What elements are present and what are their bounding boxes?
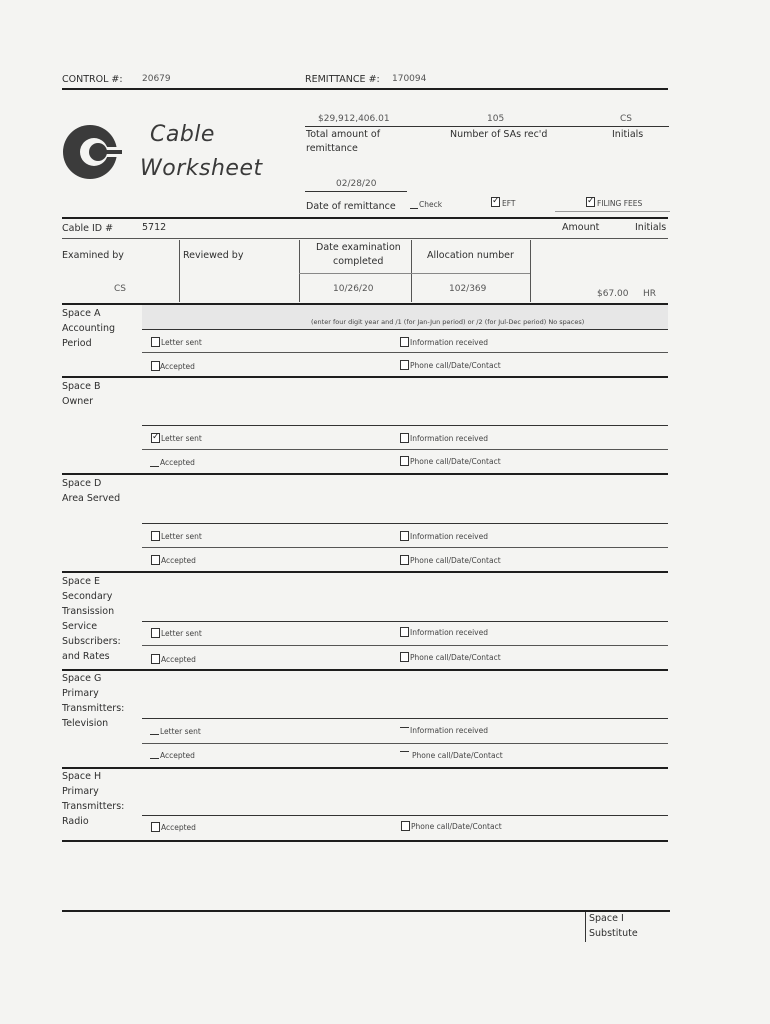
control-number: 20679 bbox=[142, 74, 171, 84]
initials-value: HR bbox=[643, 289, 657, 299]
space-e-letter-sent-label: Letter sent bbox=[161, 629, 202, 638]
remittance-rule bbox=[305, 126, 669, 127]
space-h-title-3: Transmitters: bbox=[62, 801, 125, 812]
space-e-info-received-label: Information received bbox=[410, 628, 488, 637]
info-divider-3 bbox=[411, 240, 412, 302]
space-b-bottom-rule bbox=[62, 473, 668, 475]
filing-fees-checkbox[interactable]: ✓ bbox=[587, 196, 595, 206]
space-h-phone-checkbox[interactable] bbox=[401, 821, 410, 831]
info-divider-2 bbox=[299, 240, 300, 302]
space-b-title: Space B bbox=[62, 381, 101, 392]
space-i-divider bbox=[585, 912, 586, 942]
space-a-title-3: Period bbox=[62, 338, 92, 349]
space-a-info-received-label: Information received bbox=[410, 338, 488, 347]
info-inner-rule bbox=[299, 273, 530, 274]
space-g-info-received-blank bbox=[400, 727, 409, 728]
space-d-rule-2 bbox=[142, 547, 668, 548]
space-d-accepted-checkbox[interactable] bbox=[151, 555, 160, 565]
space-g-accepted-blank bbox=[150, 758, 159, 759]
examined-by-value: CS bbox=[114, 284, 126, 294]
space-g-info-received-label: Information received bbox=[410, 726, 488, 735]
date-of-remittance-label: Date of remittance bbox=[306, 201, 396, 212]
amount-value: $67.00 bbox=[597, 289, 629, 299]
space-g-letter-sent-label: Letter sent bbox=[160, 727, 201, 736]
space-b-phone-label: Phone call/Date/Contact bbox=[410, 457, 501, 466]
space-d-letter-sent-label: Letter sent bbox=[161, 532, 202, 541]
filing-rule bbox=[555, 211, 670, 212]
space-i-title: Space I bbox=[589, 913, 624, 924]
space-e-letter-sent-checkbox[interactable] bbox=[151, 628, 160, 638]
header-rule bbox=[62, 88, 668, 90]
space-g-letter-sent-blank bbox=[150, 734, 159, 735]
space-b-letter-sent-checkbox[interactable]: ✓ bbox=[152, 432, 160, 442]
space-g-title-4: Television bbox=[62, 718, 109, 729]
space-g-rule-2 bbox=[142, 743, 668, 744]
remittance-amount: $29,912,406.01 bbox=[318, 114, 390, 124]
space-e-title-4: Service bbox=[62, 621, 98, 632]
space-h-bottom-rule bbox=[62, 840, 668, 842]
date-exam-value: 10/26/20 bbox=[333, 284, 374, 294]
space-i-title-2: Substitute bbox=[589, 928, 638, 939]
space-e-accepted-label: Accepted bbox=[161, 655, 196, 664]
space-g-rule-1 bbox=[142, 718, 668, 719]
space-e-title-6: and Rates bbox=[62, 651, 110, 662]
space-d-phone-checkbox[interactable] bbox=[400, 555, 409, 565]
space-e-title-5: Subscribers: bbox=[62, 636, 121, 647]
examined-by-label: Examined by bbox=[62, 250, 124, 261]
space-g-title-3: Transmitters: bbox=[62, 703, 125, 714]
space-a-phone-checkbox[interactable] bbox=[400, 360, 409, 370]
space-d-letter-sent-checkbox[interactable] bbox=[151, 531, 160, 541]
space-a-rule-1 bbox=[142, 329, 668, 330]
space-i-top-rule bbox=[62, 910, 670, 912]
space-g-bottom-rule bbox=[62, 767, 668, 769]
remittance-initials: CS bbox=[620, 114, 632, 124]
space-a-accepted-checkbox[interactable] bbox=[151, 361, 160, 371]
space-e-rule-2 bbox=[142, 645, 668, 646]
allocation-number-value: 102/369 bbox=[449, 284, 487, 294]
space-d-title-2: Area Served bbox=[62, 493, 121, 504]
space-b-info-received-label: Information received bbox=[410, 434, 488, 443]
space-b-info-received-checkbox[interactable] bbox=[400, 433, 409, 443]
space-g-phone-blank bbox=[400, 751, 409, 752]
space-d-rule-1 bbox=[142, 523, 668, 524]
space-e-bottom-rule bbox=[62, 669, 668, 671]
space-e-rule-1 bbox=[142, 621, 668, 622]
space-a-rule-2 bbox=[142, 352, 668, 353]
space-b-rule-2 bbox=[142, 449, 668, 450]
space-g-title: Space G bbox=[62, 673, 102, 684]
space-h-accepted-label: Accepted bbox=[161, 823, 196, 832]
space-e-title: Space E bbox=[62, 576, 100, 587]
initials-header: Initials bbox=[635, 222, 667, 233]
check-label: Check bbox=[419, 200, 443, 209]
space-g-phone-label: Phone call/Date/Contact bbox=[412, 751, 503, 760]
filing-fees-label: FILING FEES bbox=[597, 199, 643, 208]
space-h-title: Space H bbox=[62, 771, 102, 782]
space-e-info-received-checkbox[interactable] bbox=[400, 627, 409, 637]
space-b-title-2: Owner bbox=[62, 396, 94, 407]
cable-id-value: 5712 bbox=[142, 222, 167, 233]
space-a-title-2: Accounting bbox=[62, 323, 116, 334]
space-a-instruction: (enter four digit year and /1 (for Jan-Jun period) or /2 (for Jul-Dec period) No spaces) bbox=[311, 318, 585, 326]
space-a-letter-sent-checkbox[interactable] bbox=[151, 337, 160, 347]
space-h-phone-label: Phone call/Date/Contact bbox=[411, 822, 502, 831]
control-label: CONTROL #: bbox=[62, 74, 123, 85]
eft-checkbox[interactable]: ✓ bbox=[492, 196, 500, 206]
space-d-accepted-label: Accepted bbox=[161, 556, 196, 565]
logo-title-cable: Cable bbox=[150, 122, 215, 147]
reviewed-by-label: Reviewed by bbox=[183, 250, 244, 261]
eft-label: EFT bbox=[502, 199, 516, 208]
space-a-title: Space A bbox=[62, 308, 101, 319]
info-table-top-rule bbox=[62, 217, 668, 219]
sas-received-count: 105 bbox=[487, 114, 505, 124]
space-h-rule-1 bbox=[142, 815, 668, 816]
space-a-accepted-label: Accepted bbox=[160, 362, 195, 371]
info-row-rule bbox=[62, 238, 668, 239]
info-divider-1 bbox=[179, 240, 180, 302]
space-e-title-3: Transission bbox=[62, 606, 115, 617]
space-d-info-received-checkbox[interactable] bbox=[400, 531, 409, 541]
space-h-title-2: Primary bbox=[62, 786, 99, 797]
date-rule bbox=[305, 191, 407, 192]
space-h-title-4: Radio bbox=[62, 816, 89, 827]
logo-title-worksheet: Worksheet bbox=[140, 156, 263, 181]
space-b-letter-sent-label: Letter sent bbox=[161, 434, 202, 443]
space-b-accepted-blank bbox=[150, 466, 159, 467]
remittance-number-label: REMITTANCE #: bbox=[305, 74, 380, 85]
copyright-logo-icon bbox=[60, 122, 124, 182]
cable-id-label: Cable ID # bbox=[62, 223, 114, 234]
remittance-number: 170094 bbox=[392, 74, 427, 84]
space-e-phone-checkbox[interactable] bbox=[400, 652, 409, 662]
space-a-letter-sent-label: Letter sent bbox=[161, 338, 202, 347]
space-b-rule-1 bbox=[142, 425, 668, 426]
remittance-date: 02/28/20 bbox=[336, 179, 377, 189]
space-e-title-2: Secondary bbox=[62, 591, 113, 602]
space-e-accepted-checkbox[interactable] bbox=[151, 654, 160, 664]
allocation-number-label: Allocation number bbox=[427, 250, 514, 261]
info-divider-4 bbox=[530, 240, 531, 302]
sas-label: Number of SAs rec'd bbox=[450, 129, 548, 140]
space-d-phone-label: Phone call/Date/Contact bbox=[410, 556, 501, 565]
amount-header: Amount bbox=[562, 222, 600, 233]
space-g-accepted-label: Accepted bbox=[160, 751, 195, 760]
initials-label: Initials bbox=[612, 129, 644, 140]
check-blank bbox=[410, 208, 418, 209]
space-d-info-received-label: Information received bbox=[410, 532, 488, 541]
space-a-info-received-checkbox[interactable] bbox=[400, 337, 409, 347]
space-b-phone-checkbox[interactable] bbox=[400, 456, 409, 466]
space-g-title-2: Primary bbox=[62, 688, 99, 699]
total-amount-label-2: remittance bbox=[306, 143, 358, 154]
space-b-accepted-label: Accepted bbox=[160, 458, 195, 467]
space-h-accepted-checkbox[interactable] bbox=[151, 822, 160, 832]
space-a-bottom-rule bbox=[62, 376, 668, 378]
space-d-title: Space D bbox=[62, 478, 102, 489]
space-d-bottom-rule bbox=[62, 571, 668, 573]
date-exam-label-2: completed bbox=[333, 256, 384, 267]
total-amount-label: Total amount of bbox=[306, 129, 381, 140]
space-e-phone-label: Phone call/Date/Contact bbox=[410, 653, 501, 662]
space-a-phone-label: Phone call/Date/Contact bbox=[410, 361, 501, 370]
date-exam-label: Date examination bbox=[316, 242, 401, 253]
